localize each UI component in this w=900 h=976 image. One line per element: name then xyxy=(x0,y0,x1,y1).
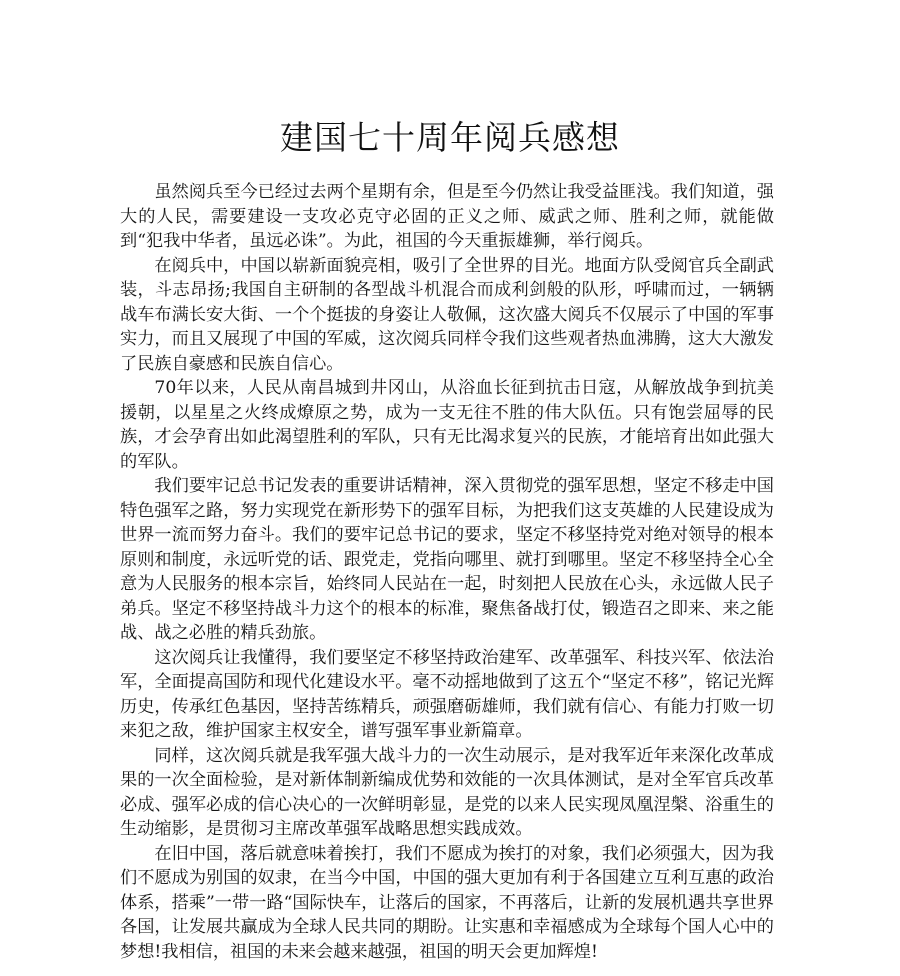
paragraph: 在阅兵中，中国以崭新面貌亮相，吸引了全世界的目光。地面方队受阅官兵全副武装，斗志昂扬;我国自主研制的各型战斗机混合而成利剑般的队形，呼啸而过，一辆辆战车布满长安大街、一个个挺拔的身姿让人敬佩，这次盛大阅兵不仅展示了中国的军事实力，而且又展现了中国的军威，这次阅兵同样令我们这些观者热血沸腾，这大大激发了民族自豪感和民族自信心。 xyxy=(120,255,774,374)
paragraph: 70年以来，人民从南昌城到井冈山，从浴血长征到抗击日寇，从解放战争到抗美援朝，以星星之火终成燎原之势，成为一支无往不胜的伟大队伍。只有饱尝屈辱的民族，才会孕育出如此渴望胜利的军队，只有无比渴求复兴的民族，才能培育出如此强大的军队。 xyxy=(120,378,774,472)
paragraph: 这次阅兵让我懂得，我们要坚定不移坚持政治建军、改革强军、科技兴军、依法治军，全面提高国防和现代化建设水平。毫不动摇地做到了这五个“坚定不移”，铭记光辉历史，传承红色基因，坚持苦练精兵，顽强磨砺雄师，我们就有信心、有能力打败一切来犯之敌，维护国家主权安全，谱写强军事业新篇章。 xyxy=(120,647,774,741)
paragraph: 我们要牢记总书记发表的重要讲话精神，深入贯彻党的强军思想，坚定不移走中国特色强军之路，努力实现党在新形势下的强军目标，为把我们这支英雄的人民建设成为世界一流而努力奋斗。我们的要牢记总书记的要求，坚定不移坚持党对绝对领导的根本原则和制度，永远听党的话、跟党走，党指向哪里、就打到哪里。坚定不移坚持全心全意为人民服务的根本宗旨，始终同人民站在一起，时刻把人民放在心头，永远做人民子弟兵。坚定不移坚持战斗力这个的根本的标准，聚焦备战打仗，锻造召之即来、来之能战、战之必胜的精兵劲旅。 xyxy=(120,476,774,643)
paragraph: 在旧中国，落后就意味着挨打，我们不愿成为挨打的对象，我们必须强大，因为我们不愿成为别国的奴隶，在当今中国，中国的强大更加有利于各国建立互利互惠的政治体系，搭乘”一带一路“国际快车，让落后的国家，不再落后，让新的发展机遇共享世界各国，让发展共赢成为全球人民共同的期盼。让实惠和幸福感成为全球每个国人心中的梦想!我相信，祖国的未来会越来越强，祖国的明天会更加辉煌! xyxy=(120,843,774,962)
document-body xyxy=(120,180,774,964)
paragraph: 虽然阅兵至今已经过去两个星期有余，但是至今仍然让我受益匪浅。我们知道，强大的人民，需要建设一支攻必克守必固的正义之师、威武之师、胜利之师，就能做到“犯我中华者，虽远必诛”。为此，祖国的今天重振雄狮，举行阅兵。 xyxy=(120,182,774,251)
paragraph: 同样，这次阅兵就是我军强大战斗力的一次生动展示，是对我军近年来深化改革成果的一次全面检验，是对新体制新编成优势和效能的一次具体测试，是对全军官兵改革必成、强军必成的信心决心的一次鲜明彰显，是党的以来人民实现凤凰涅槃、浴重生的生动缩影，是贯彻习主席改革强军战略思想实践成效。 xyxy=(120,745,774,839)
document-title: 建国七十周年阅兵感想 xyxy=(280,118,620,157)
